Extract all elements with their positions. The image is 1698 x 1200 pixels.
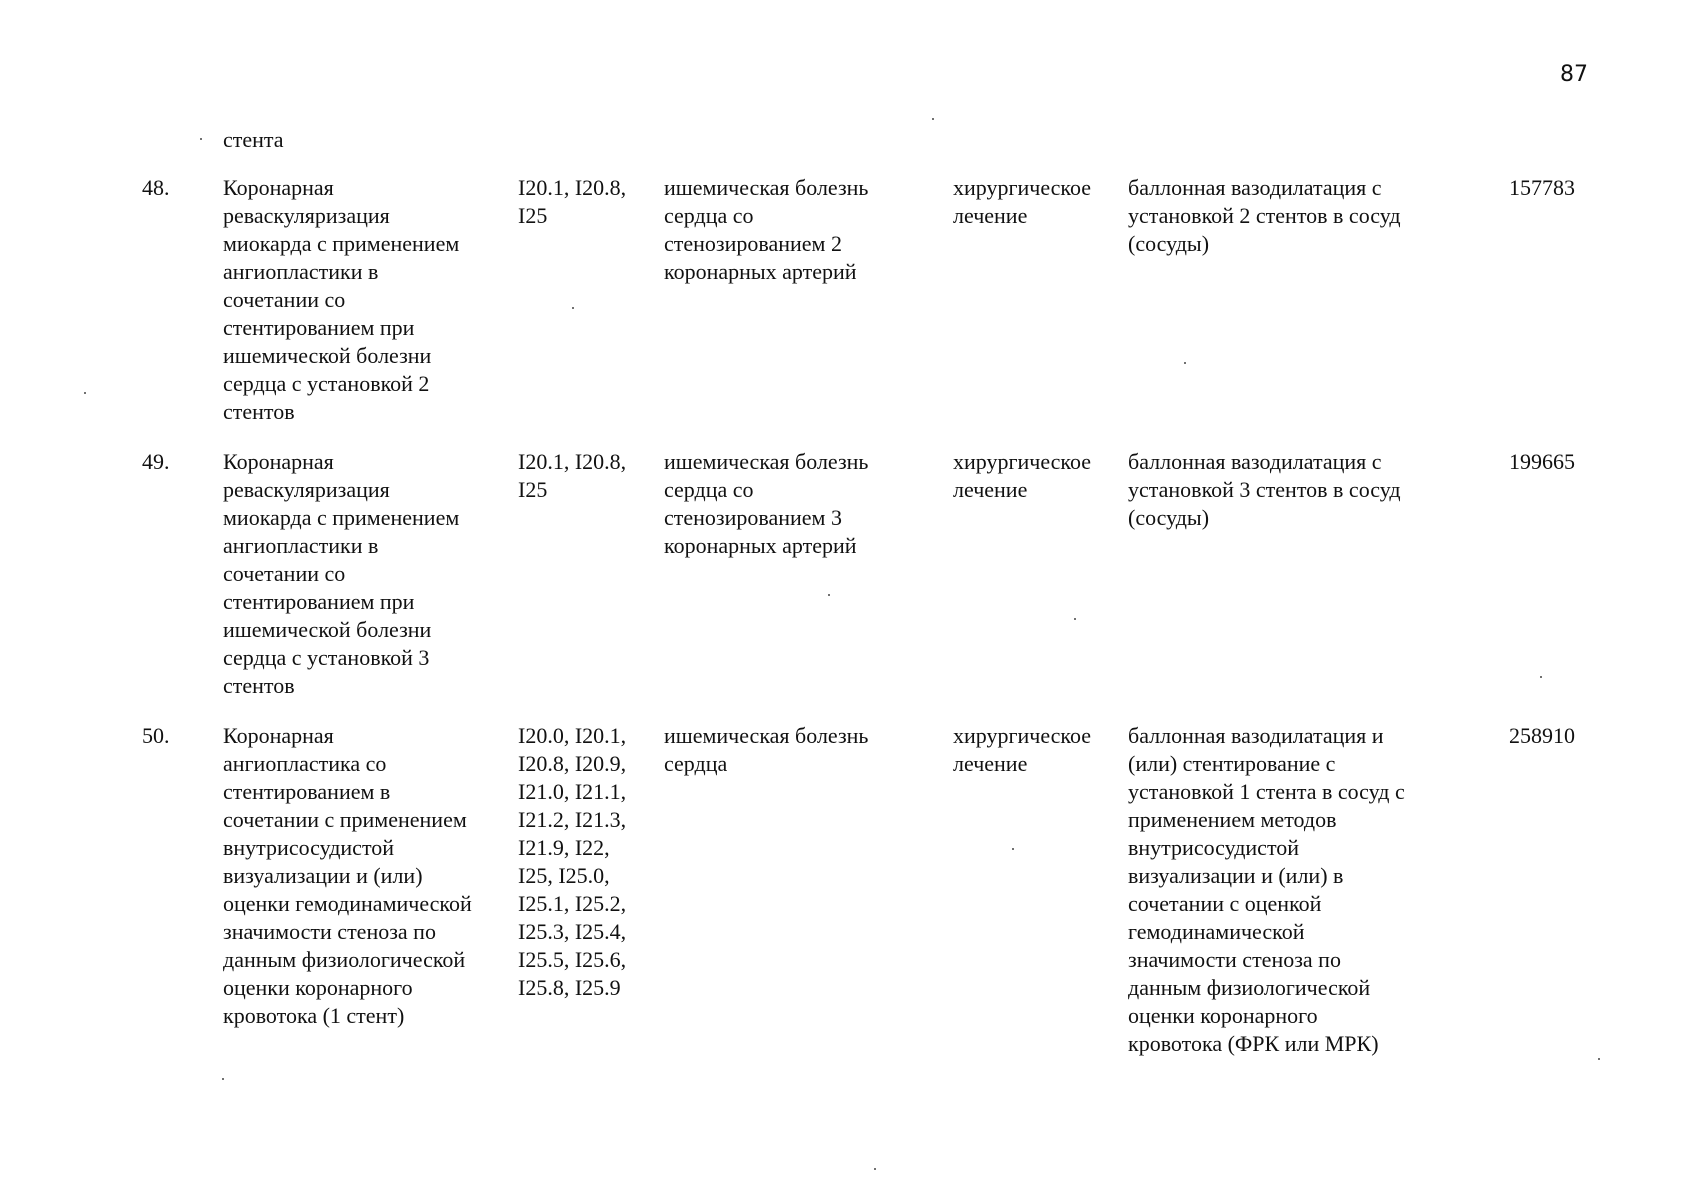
price-value: 258910: [1509, 723, 1575, 748]
scan-speck: [1184, 362, 1186, 364]
row-number: 50.: [142, 723, 170, 748]
scan-speck: [1598, 1058, 1600, 1060]
scan-speck: [1012, 848, 1014, 850]
procedure-name: Коронарная реваскуляризация миокарда с применением ангиопластики в сочетании со стентированием при ишемической болезни сердца с установкой 2 стентов: [223, 175, 460, 424]
patient-model: ишемическая болезнь сердца со стенозированием 3 коронарных артерий: [664, 449, 869, 558]
treatment-type: хирургическое лечение: [953, 449, 1092, 502]
icd-codes: I20.0, I20.1, I20.8, I20.9, I21.0, I21.1, I21.2, I21.3, I21.9, I22, I25, I25.0, I25.1, I25.2, I25.3, I25.4, I25.5, I25.6, I25.8, I25.9: [518, 723, 627, 1000]
scan-speck: [1540, 676, 1542, 678]
price-value: 157783: [1509, 175, 1575, 200]
row-number: 49.: [142, 449, 170, 474]
page-number: 87: [1560, 62, 1588, 87]
scan-speck: [874, 1168, 876, 1170]
patient-model: ишемическая болезнь сердца: [664, 723, 869, 776]
patient-model: ишемическая болезнь сердца со стенозированием 2 коронарных артерий: [664, 175, 869, 284]
procedure-name: Коронарная ангиопластика со стентированием в сочетании с применением внутрисосудистой визуализации и (или) оценки гемодинамической значимости стеноза по данным физиологической оценки коронарного кровотока (1 стент): [223, 723, 472, 1028]
procedure-name: Коронарная реваскуляризация миокарда с применением ангиопластики в сочетании со стентированием при ишемической болезни сердца с установкой 3 стентов: [223, 449, 460, 698]
treatment-method: баллонная вазодилатация и (или) стентирование с установкой 1 стента в сосуд с применением методов внутрисосудистой визуализации и (или) в сочетании с оценкой гемодинамической значимости стеноза по данным физиологической оценки коронарного кровотока (ФРК или МРК): [1128, 723, 1405, 1056]
treatment-method: баллонная вазодилатация с установкой 2 стентов в сосуд (сосуды): [1128, 175, 1401, 256]
price-value: 199665: [1509, 449, 1575, 474]
scan-speck: [572, 307, 574, 309]
treatment-method: баллонная вазодилатация с установкой 3 стентов в сосуд (сосуды): [1128, 449, 1401, 530]
icd-codes: I20.1, I20.8, I25: [518, 175, 627, 228]
continuation-text: стента: [223, 127, 284, 152]
treatment-type: хирургическое лечение: [953, 723, 1092, 776]
treatment-type: хирургическое лечение: [953, 175, 1092, 228]
scan-speck: [828, 594, 830, 596]
row-number: 48.: [142, 175, 170, 200]
icd-codes: I20.1, I20.8, I25: [518, 449, 627, 502]
scan-speck: [222, 1078, 224, 1080]
scan-speck: [932, 118, 934, 120]
scan-speck: [200, 138, 202, 140]
scan-speck: [1074, 618, 1076, 620]
scan-speck: [84, 392, 86, 394]
